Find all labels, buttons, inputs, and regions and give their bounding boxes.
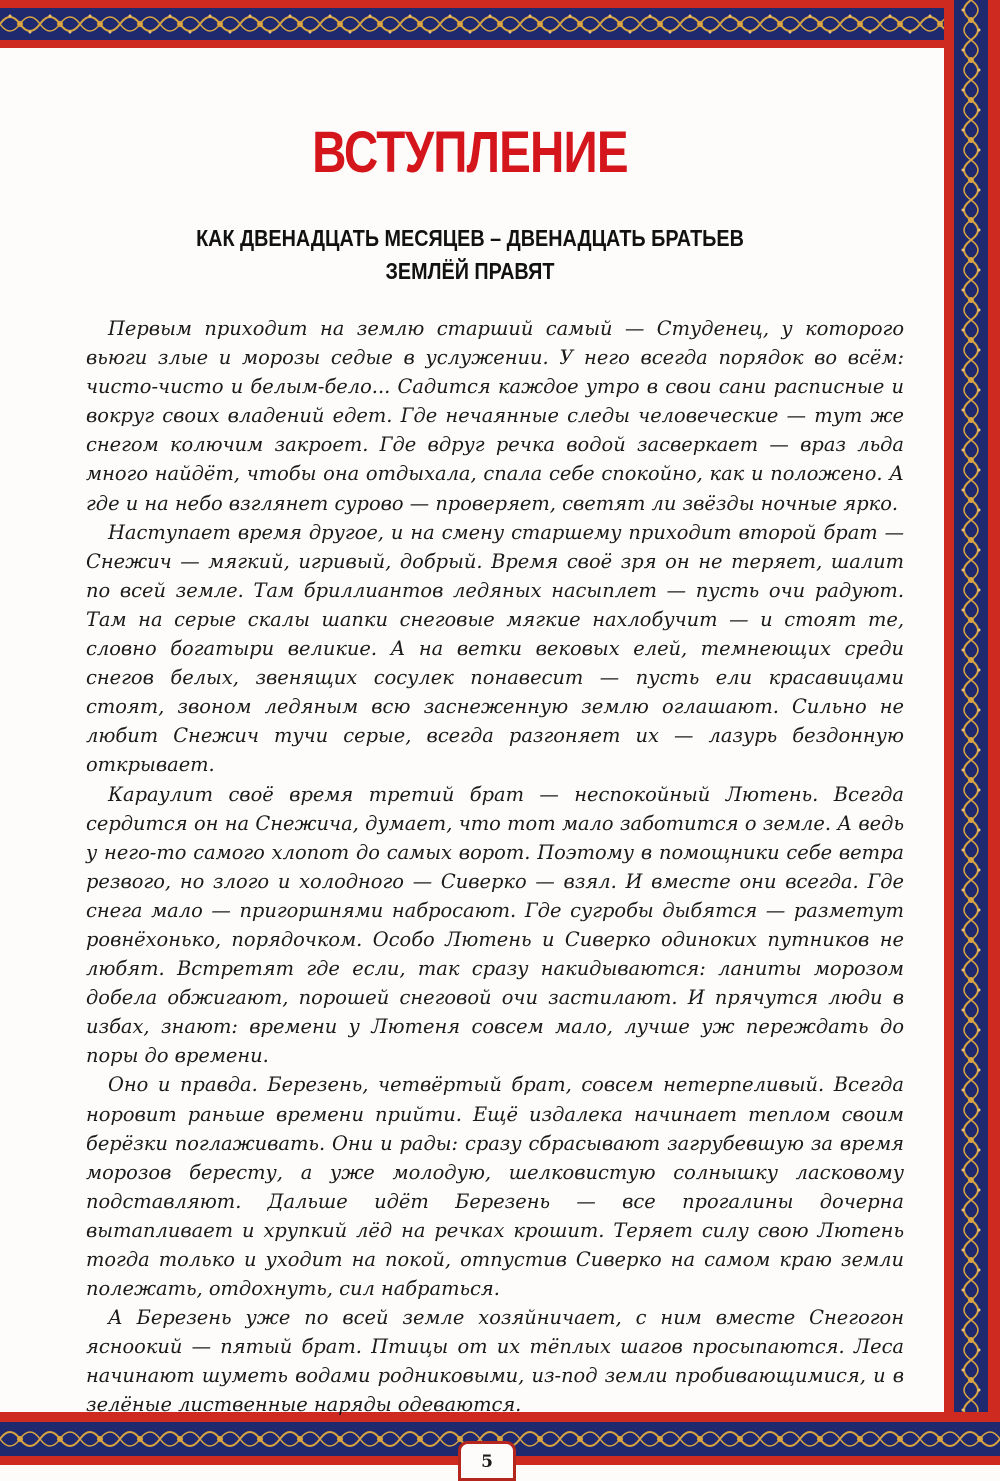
subtitle-line-2: ЗЕМЛЁЙ ПРАВЯТ <box>385 258 555 284</box>
page-title: ВСТУПЛЕНИЕ <box>312 120 628 185</box>
ornamental-border-right <box>944 0 1000 1465</box>
chapter-subtitle <box>100 222 840 288</box>
paragraph: А Березень уже по всей земле хозяйничает, с ним вместе Снегогон ясноокий — пятый брат. Птицы от их тёплых шагов просыпаются. Леса начинают шуметь водами родниковыми, из-под земли пробивающимися, и в зелёные лиственные наряды одеваются. <box>86 1306 904 1417</box>
paragraph: Первым приходит на землю старший самый — Студенец, у которого вьюги злые и морозы седые в услужении. У него всегда порядок во всём: чисто-чисто и белым-бело... Садится каждое утро в свои сани расписные и вокруг своих владений едет. Где нечаянные следы человеческие — тут же снегом колючим закроет. Где вдруг речка водой засверкает — враз льда много найдёт, чтобы она отдыхала, спала себе спокойно, как и положено. А где и на небо взглянет сурово — проверяет, светят ли звёзды ночные ярко. <box>86 317 904 515</box>
paragraph: Караулит своё время третий брат — неспокойный Лютень. Всегда сердится он на Снежича, думает, что тот мало заботится о земле. А ведь у него-то самого хлопот до самых ворот. Поэтому в помощники себе ветра резвого, но злого и холодного — Сиверко — взял. И вместе они всегда. Где снега мало — пригоршнями набросают. Где сугробы дыбятся — разметут ровнёхонько, порядочком. Особо Лютень и Сиверко одиноких путников не любят. Встретят где если, так сразу накидываются: ланиты морозом добела обжигают, порошей снеговой очи застилают. И прячутся люди в избах, знают: времени у Лютеня совсем мало, лучше уж переждать до поры до времени. <box>86 782 904 1068</box>
subtitle-line-1: КАК ДВЕНАДЦАТЬ МЕСЯЦЕВ – ДВЕНАДЦАТЬ БРАТЬЕВ <box>196 225 744 251</box>
body-text <box>86 314 904 1420</box>
paragraph: Оно и правда. Березень, четвёртый брат, совсем нетерпеливый. Всегда норовит раньше времени прийти. Ещё издалека начинает теплом своим берёзки поглаживать. Они и рады: сразу сбрасывают загрубевшую за время морозов бересту, а уже молодую, шелковистую солнышку ласковому подставляют. Дальше идёт Березень — все прогалины дочерна вытапливает и хрупкий лёд на речках крошит. Теряет силу свою Лютень тогда только и уходит на покой, отпустив Сиверко на самом краю земли полежать, отдохнуть, сил набраться. <box>86 1073 904 1301</box>
ornamental-border-top <box>0 0 1000 48</box>
page-number: 5 <box>458 1441 516 1481</box>
paragraph: Наступает время другое, и на смену старшему приходит второй брат — Снежич — мягкий, игривый, добрый. Время своё зря он не теряет, шалит по всей земле. Там бриллиантов ледяных насыплет — пусть очи радуют. Там на серые скалы шапки снеговые мягкие нахлобучит — и стоят те, словно богатыри великие. А на ветки вековых елей, темнеющих среди снегов белых, звенящих сосулек понавесит — пусть ели красавицами стоят, звоном ледяным всю заснеженную землю оглашают. Сильно не любит Снежич тучи серые, всегда разгоняет их — лазурь бездонную открывает. <box>86 520 904 777</box>
